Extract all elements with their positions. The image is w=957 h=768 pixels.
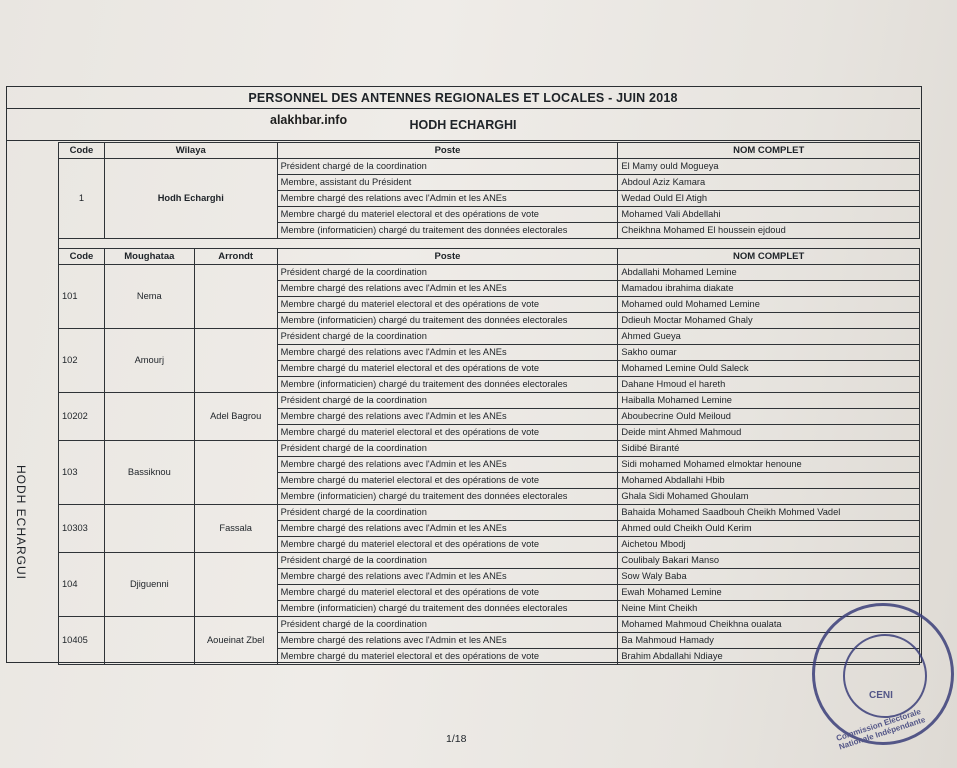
nom-cell: Sidibé Biranté [618, 441, 920, 457]
table-row [59, 505, 920, 521]
poste-cell: Président chargé de la coordination [277, 505, 618, 521]
nom-cell: Deide mint Ahmed Mahmoud [618, 425, 920, 441]
poste-cell: Membre chargé des relations avec l'Admin et les ANEs [277, 191, 618, 207]
poste-cell: Président chargé de la coordination [277, 617, 618, 633]
group-moughataa: Bassiknou [104, 441, 194, 505]
group-arrondt [194, 553, 277, 617]
nom-cell: Haiballa Mohamed Lemine [618, 393, 920, 409]
poste-cell: Membre (informaticien) chargé du traitement des données electorales [277, 377, 618, 393]
poste-cell: Membre chargé des relations avec l'Admin et les ANEs [277, 569, 618, 585]
poste-cell: Membre (informaticien) chargé du traitement des données electorales [277, 313, 618, 329]
nom-cell: Mohamed Vali Abdellahi [618, 207, 920, 223]
poste-cell: Membre chargé des relations avec l'Admin et les ANEs [277, 457, 618, 473]
poste-cell: Membre chargé du materiel electoral et des opérations de vote [277, 297, 618, 313]
nom-cell: Dahane Hmoud el hareth [618, 377, 920, 393]
nom-cell: Ba Mahmoud Hamady [618, 633, 920, 649]
group-arrondt: Aoueinat Zbel [194, 617, 277, 665]
group-moughataa [104, 393, 194, 441]
poste-cell: Président chargé de la coordination [277, 329, 618, 345]
header-poste: Poste [277, 143, 618, 159]
nom-cell: Ghala Sidi Mohamed Ghoulam [618, 489, 920, 505]
stamp-ceni: CENI [869, 690, 893, 701]
document-title: PERSONNEL DES ANTENNES REGIONALES ET LOCALES - JUIN 2018 [6, 86, 920, 109]
wilaya-table [58, 142, 920, 239]
nom-cell: Ahmed Gueya [618, 329, 920, 345]
page-number: 1/18 [446, 733, 467, 745]
table-row [59, 393, 920, 409]
poste-cell: Membre chargé du materiel electoral et des opérations de vote [277, 585, 618, 601]
header-arrondt: Arrondt [194, 249, 277, 265]
nom-cell: Ahmed ould Cheikh Ould Kerim [618, 521, 920, 537]
poste-cell: Membre chargé des relations avec l'Admin et les ANEs [277, 409, 618, 425]
table-row [59, 265, 920, 281]
poste-cell: Membre chargé du materiel electoral et des opérations de vote [277, 207, 618, 223]
group-moughataa: Djiguenni [104, 553, 194, 617]
group-code: 104 [59, 553, 105, 617]
nom-cell: Bahaida Mohamed Saadbouh Cheikh Mohmed Vadel [618, 505, 920, 521]
nom-cell: Mamadou ibrahima diakate [618, 281, 920, 297]
poste-cell: Membre chargé des relations avec l'Admin et les ANEs [277, 633, 618, 649]
nom-cell: Ddieuh Moctar Mohamed Ghaly [618, 313, 920, 329]
wilaya-name: Hodh Echarghi [104, 159, 277, 239]
region-title: HODH ECHARGHI [409, 118, 517, 132]
group-code: 10202 [59, 393, 105, 441]
group-code: 103 [59, 441, 105, 505]
nom-cell: El Mamy ould Mogueya [618, 159, 920, 175]
poste-cell: Membre chargé des relations avec l'Admin et les ANEs [277, 521, 618, 537]
group-moughataa [104, 617, 194, 665]
poste-cell: Membre (informaticien) chargé du traitement des données electorales [277, 489, 618, 505]
group-moughataa: Nema [104, 265, 194, 329]
nom-cell: Coulibaly Bakari Manso [618, 553, 920, 569]
header-wilaya: Wilaya [104, 143, 277, 159]
group-moughataa [104, 505, 194, 553]
nom-cell: Sow Waly Baba [618, 569, 920, 585]
poste-cell: Membre chargé des relations avec l'Admin et les ANEs [277, 345, 618, 361]
group-code: 101 [59, 265, 105, 329]
poste-cell: Membre chargé du materiel electoral et des opérations de vote [277, 473, 618, 489]
poste-cell: Président chargé de la coordination [277, 441, 618, 457]
stamp-emblem [843, 634, 927, 718]
nom-cell: Ewah Mohamed Lemine [618, 585, 920, 601]
nom-cell: Cheikhna Mohamed El houssein ejdoud [618, 223, 920, 239]
group-moughataa: Amourj [104, 329, 194, 393]
official-stamp [812, 603, 954, 752]
wilaya-code: 1 [59, 159, 105, 239]
header-code: Code [59, 249, 105, 265]
group-arrondt: Fassala [194, 505, 277, 553]
header-nom-complet: NOM COMPLET [618, 143, 920, 159]
poste-cell: Membre chargé du materiel electoral et des opérations de vote [277, 425, 618, 441]
group-code: 10303 [59, 505, 105, 553]
nom-cell: Sakho oumar [618, 345, 920, 361]
region-header [6, 110, 920, 141]
moughataa-header-row [59, 249, 920, 265]
header-moughataa: Moughataa [104, 249, 194, 265]
group-arrondt [194, 265, 277, 329]
table-row [59, 441, 920, 457]
nom-cell: Brahim Abdallahi Ndiaye [618, 649, 920, 665]
table-row [59, 329, 920, 345]
group-arrondt [194, 329, 277, 393]
table-row [59, 553, 920, 569]
poste-cell: Membre chargé du materiel electoral et des opérations de vote [277, 537, 618, 553]
poste-cell: Membre (informaticien) chargé du traitement des données electorales [277, 223, 618, 239]
nom-cell: Wedad Ould El Atigh [618, 191, 920, 207]
poste-cell: Membre chargé des relations avec l'Admin et les ANEs [277, 281, 618, 297]
nom-cell: Mohamed ould Mohamed Lemine [618, 297, 920, 313]
nom-cell: Abdallahi Mohamed Lemine [618, 265, 920, 281]
group-arrondt: Adel Bagrou [194, 393, 277, 441]
poste-cell: Président chargé de la coordination [277, 393, 618, 409]
nom-cell: Sidi mohamed Mohamed elmoktar henoune [618, 457, 920, 473]
table-row [59, 617, 920, 633]
poste-cell: Membre chargé du materiel electoral et des opérations de vote [277, 649, 618, 665]
group-code: 10405 [59, 617, 105, 665]
watermark: alakhbar.info [270, 113, 348, 127]
side-label: HODH ECHARGUI [14, 465, 28, 581]
poste-cell: Président chargé de la coordination [277, 553, 618, 569]
header-code: Code [59, 143, 105, 159]
side-column [6, 142, 59, 661]
group-arrondt [194, 441, 277, 505]
poste-cell: Président chargé de la coordination [277, 265, 618, 281]
group-code: 102 [59, 329, 105, 393]
header-nom-complet: NOM COMPLET [618, 249, 920, 265]
moughataa-table [58, 248, 920, 665]
poste-cell: Membre chargé du materiel electoral et des opérations de vote [277, 361, 618, 377]
wilaya-header-row [59, 143, 920, 159]
header-poste: Poste [277, 249, 618, 265]
nom-cell: Mohamed Abdallahi Hbib [618, 473, 920, 489]
nom-cell: Abdoul Aziz Kamara [618, 175, 920, 191]
table-row [59, 159, 920, 175]
nom-cell: Mohamed Lemine Ould Saleck [618, 361, 920, 377]
poste-cell: Membre (informaticien) chargé du traitement des données electorales [277, 601, 618, 617]
poste-cell: Président chargé de la coordination [277, 159, 618, 175]
nom-cell: Mohamed Mahmoud Cheikhna oualata [618, 617, 920, 633]
stamp-ring-text: Commission Electorale Nationale Indépendante [835, 707, 927, 752]
nom-cell: Aichetou Mbodj [618, 537, 920, 553]
poste-cell: Membre, assistant du Président [277, 175, 618, 191]
nom-cell: Neine Mint Cheikh [618, 601, 920, 617]
nom-cell: Aboubecrine Ould Meiloud [618, 409, 920, 425]
